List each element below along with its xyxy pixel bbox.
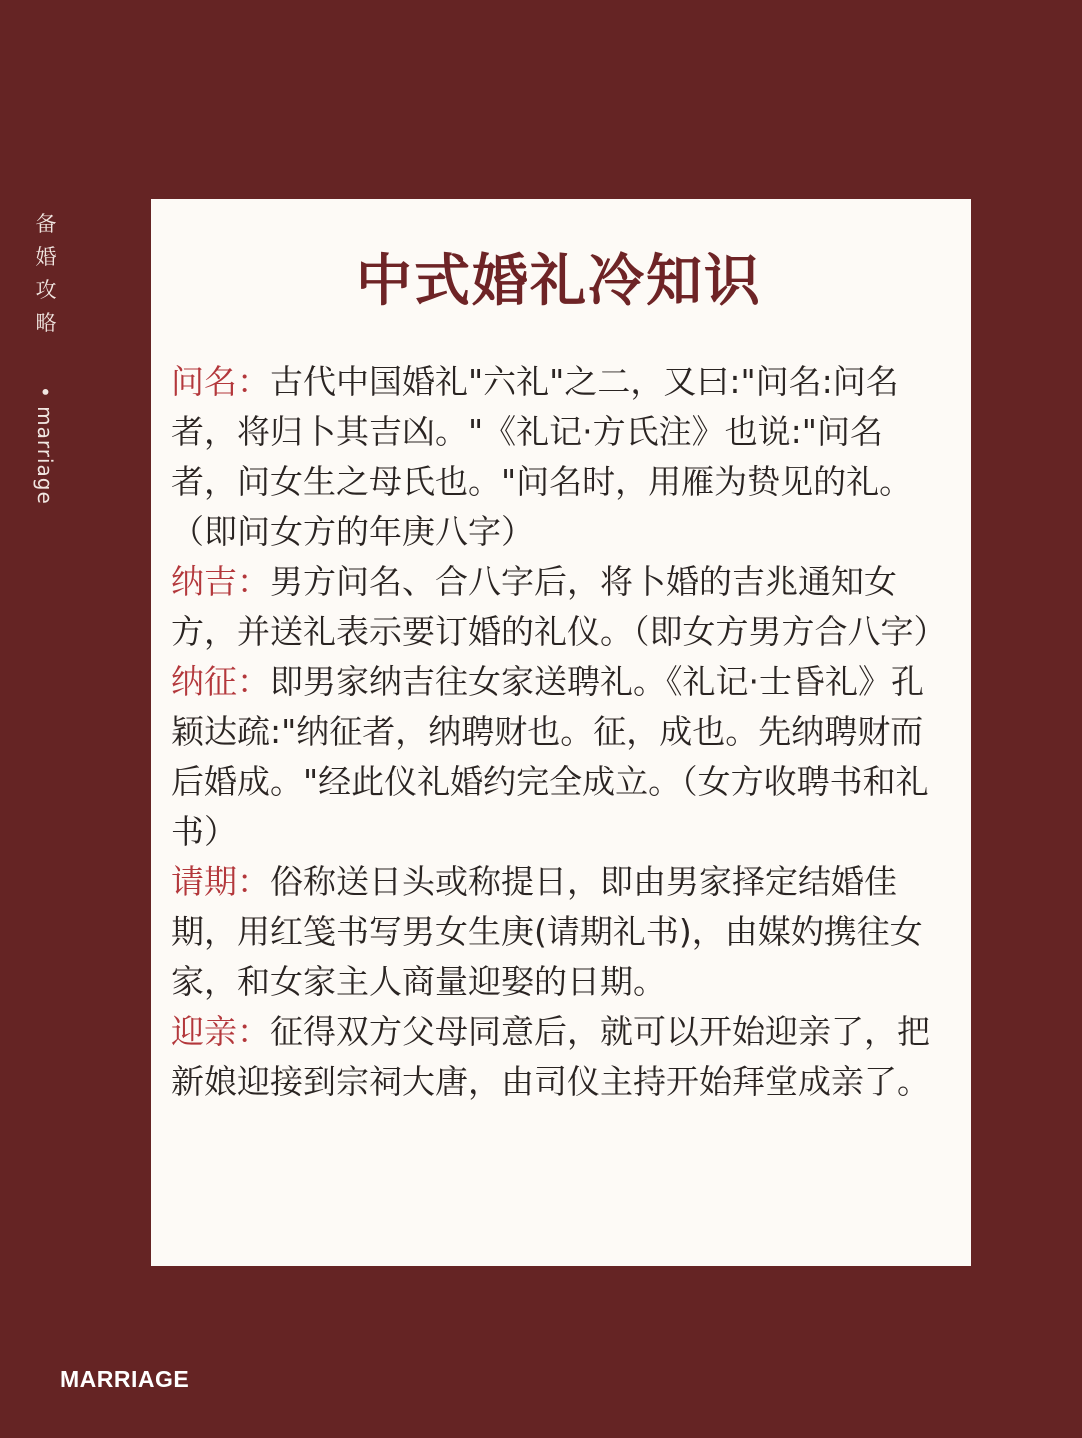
entry-text: 古代中国婚礼"六礼"之二，又曰:"问名:问名者，将归卜其吉凶。"《礼记·方氏注》也说:"问名者，问女生之母氏也。"问名时，用雁为贽见的礼。（即问女方的年庚八字） bbox=[171, 362, 913, 551]
entry-text: 男方问名、合八字后，将卜婚的吉兆通知女方，并送礼表示要订婚的礼仪。（即女方男方合八字） bbox=[171, 562, 947, 651]
bullet-dot-icon: • bbox=[33, 386, 57, 407]
entry-term: 请期： bbox=[171, 862, 270, 901]
content-card bbox=[151, 199, 971, 1266]
entry-nazheng bbox=[171, 657, 947, 857]
entry-qingqi bbox=[171, 857, 947, 1007]
entry-term: 纳征： bbox=[171, 662, 270, 701]
entry-wenming bbox=[171, 357, 947, 557]
sidebar-english-label bbox=[33, 386, 57, 505]
sidebar-char: 略 bbox=[35, 311, 57, 335]
entry-term: 纳吉： bbox=[171, 562, 270, 601]
sidebar-vertical-label bbox=[34, 208, 58, 340]
sidebar-char: 攻 bbox=[35, 278, 57, 302]
sidebar-char: 备 bbox=[35, 212, 57, 236]
entry-term: 迎亲： bbox=[171, 1012, 270, 1051]
entry-text: 俗称送日头或称提日，即由男家择定结婚佳期，用红笺书写男女生庚(请期礼书)，由媒妁携往女家，和女家主人商量迎娶的日期。 bbox=[171, 862, 923, 1001]
sidebar-english-text: marriage bbox=[33, 406, 57, 505]
brand-label: MARRIAGE bbox=[60, 1366, 190, 1392]
page-title: 中式婚礼冷知识 bbox=[356, 249, 762, 314]
entry-yingqin bbox=[171, 1007, 947, 1107]
sidebar-char: 婚 bbox=[35, 245, 57, 269]
entry-term: 问名： bbox=[171, 362, 270, 401]
entry-text: 征得双方父母同意后，就可以开始迎亲了，把新娘迎接到宗祠大唐，由司仪主持开始拜堂成亲了。 bbox=[171, 1012, 930, 1101]
entry-text: 即男家纳吉往女家送聘礼。《礼记·士昏礼》孔颖达疏:"纳征者，纳聘财也。征，成也。先纳聘财而后婚成。"经此仪礼婚约完全成立。（女方收聘书和礼书） bbox=[171, 662, 929, 851]
entry-naji bbox=[171, 557, 947, 657]
